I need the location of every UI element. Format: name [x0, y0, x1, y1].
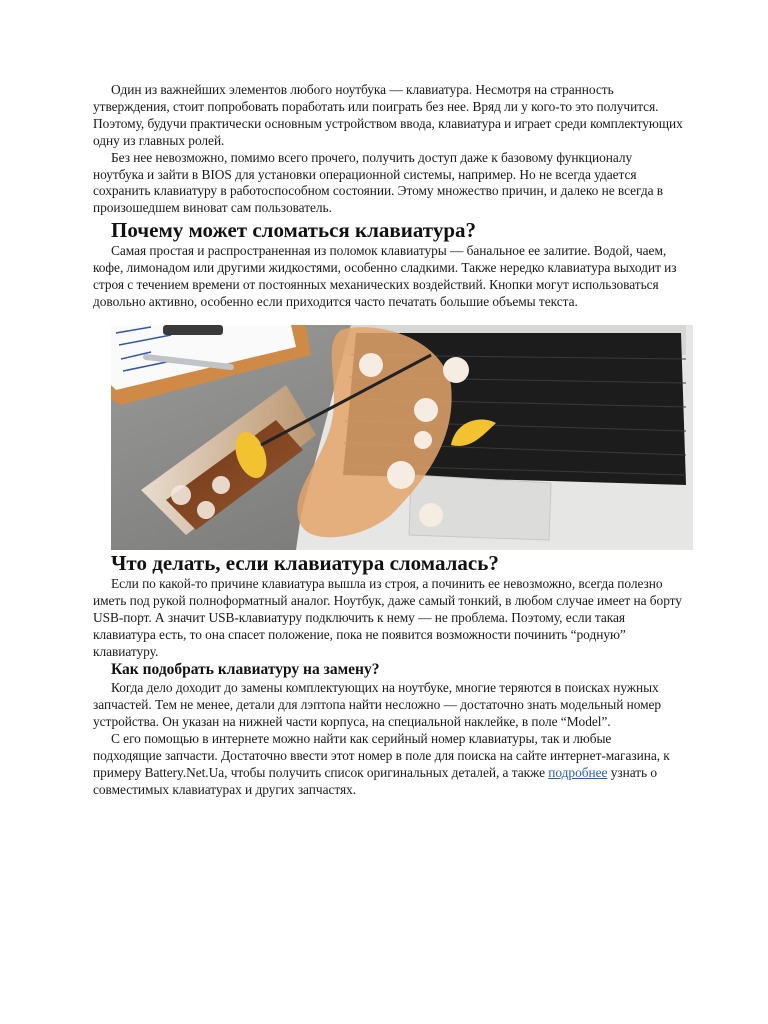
section3-paragraph-2-text-after: узнать о совместимых клавиатурах и других запчастях. — [93, 764, 658, 797]
section1-paragraph: Самая простая и распространенная из поломок клавиатуры — банальное ее залитие. Водой, чаем, кофе, лимонадом или другими жидкостями, особенно сладкими. Также нередко клавиатура выходит из строя с течением времени от постоянных механических воздействий. Кнопки могут использоваться довольно активно, особенно если приходится часто печатать большие объемы текста. — [93, 243, 677, 309]
section-heading-how-to-choose: Как подобрать клавиатуру на замену? — [111, 661, 380, 679]
intro-paragraph-1: Один из важнейших элементов любого ноутбука — клавиатура. Несмотря на странность утверждения, стоит попробовать поработать или поиграть без нее. Вряд ли у кого-то это получится. Поэтому, будучи практически основным устройством ввода, клавиатура и играет среди комплектующих одну из главных ролей. — [93, 82, 683, 148]
more-details-link[interactable]: подробнее — [548, 764, 608, 780]
document-page — [93, 82, 683, 799]
intro-paragraph-2: Без нее невозможно, помимо всего прочего, получить доступ даже к базовому функционалу ноутбука и зайти в BIOS для установки операционной системы, например. Но не всегда удается сохранить клавиатуру в работоспособном состоянии. Этому множество причин, и далеко не всегда в произошедшем виноват сам пользователь. — [93, 149, 664, 216]
spilled-drink-on-laptop-photo — [111, 325, 693, 550]
section2-paragraph: Если по какой-то причине клавиатура вышла из строя, а починить ее невозможно, всегда полезно иметь под рукой полноформатный аналог. Ноутбук, даже самый тонкий, в любом случае имеет на борту USB-порт. А значит USB-клавиатуру подключить к нему — не проблема. Поэтому, если такая клавиатура есть, то она спасет положение, пока не появится возможности починить “родную” клавиатуру. — [93, 575, 682, 659]
section3-paragraph-2 — [93, 731, 683, 799]
section-heading-what-to-do: Что делать, если клавиатура сломалась? — [111, 550, 499, 575]
section-heading-why-breaks: Почему может сломаться клавиатура? — [111, 218, 477, 243]
section3-paragraph-1: Когда дело доходит до замены комплектующих на ноутбуке, многие теряются в поисках нужных запчастей. Тем не менее, детали для лэптопа найти несложно — достаточно знать модельный номер устройства. Он указан на нижней части корпуса, на специальной наклейке, в поле “Model”. — [93, 680, 662, 730]
section3-paragraph-2-text-before: С его помощью в интернете можно найти как серийный номер клавиатуры, так и любые подходящие запчасти. Достаточно ввести этот номер в поле для поиска на сайте интернет-магазина, к примеру Battery.Net.Ua, чтобы получить список оригинальных деталей, а также — [93, 731, 670, 780]
